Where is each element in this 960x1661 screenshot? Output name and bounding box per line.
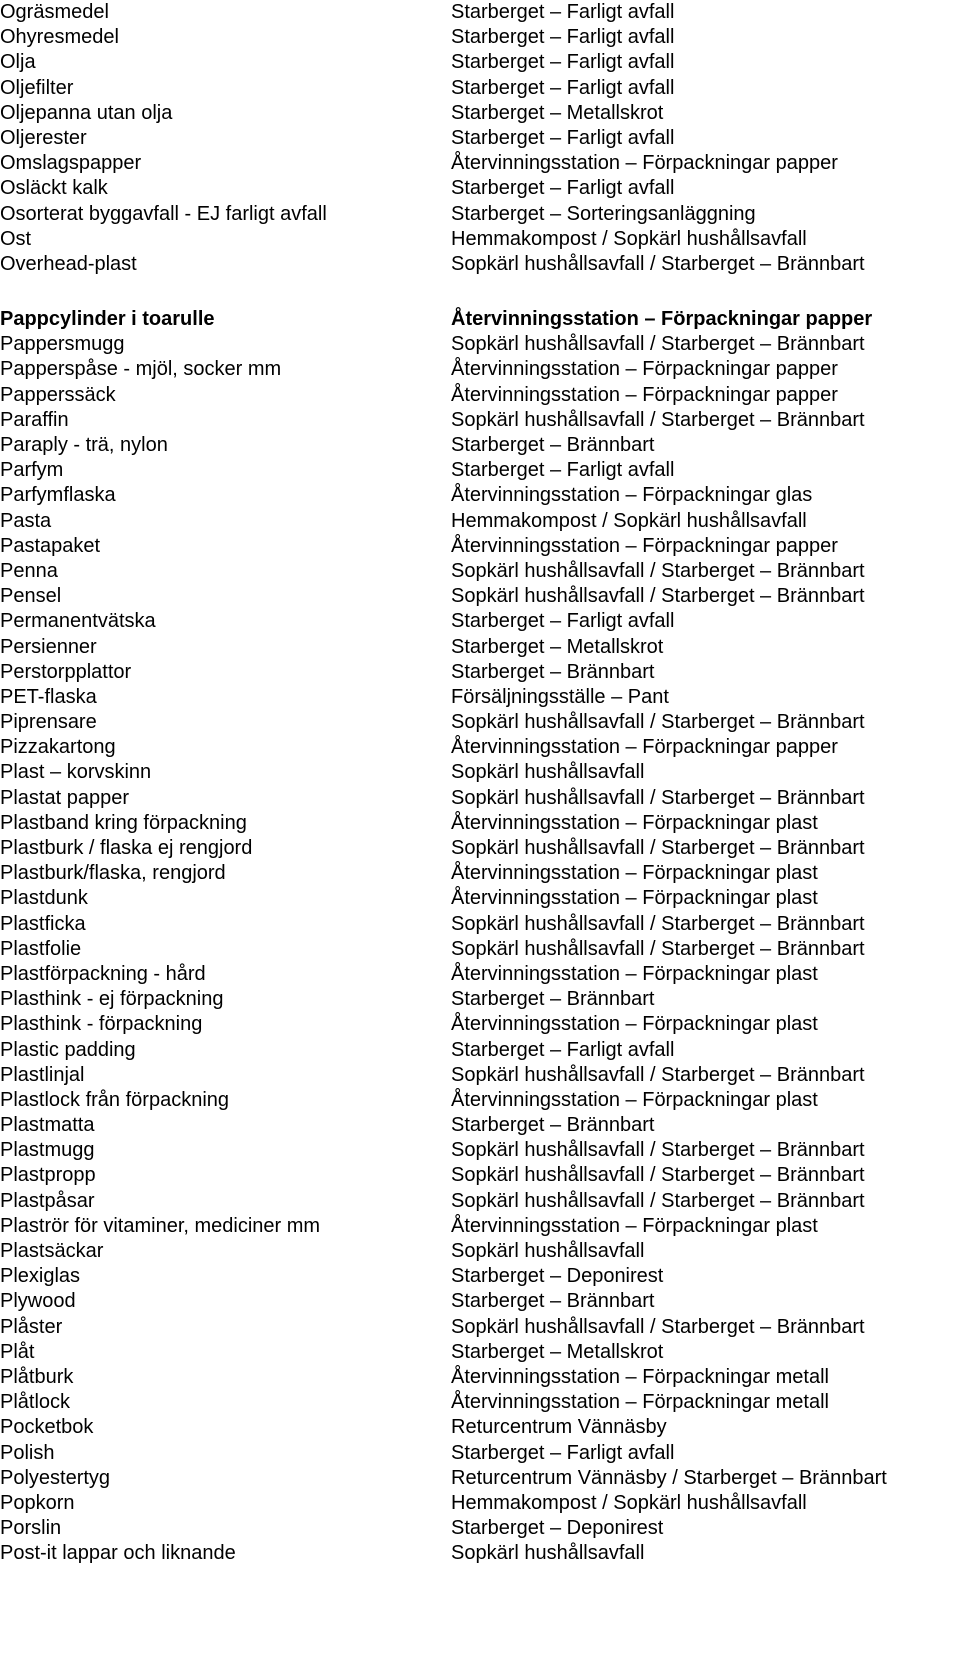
disposal-destination: Sopkärl hushållsavfall <box>451 1542 645 1565</box>
list-item <box>0 202 960 227</box>
list-item <box>0 962 960 987</box>
list-item <box>0 1441 960 1466</box>
waste-item-name: Penna <box>0 559 58 582</box>
waste-item-name: Plastpåsar <box>0 1189 95 1212</box>
list-item <box>0 1315 960 1340</box>
waste-item-name: Plastmatta <box>0 1114 95 1137</box>
list-item <box>0 1365 960 1390</box>
waste-item-name: Ogräsmedel <box>0 1 109 23</box>
list-item <box>0 1214 960 1239</box>
list-item <box>0 786 960 811</box>
list-item <box>0 1289 960 1314</box>
disposal-destination: Sopkärl hushållsavfall / Starberget – Brännbart <box>451 1164 865 1187</box>
list-item <box>0 433 960 458</box>
disposal-destination: Återvinningsstation – Förpackningar papper <box>451 736 838 759</box>
disposal-destination: Återvinningsstation – Förpackningar papper <box>451 534 838 557</box>
disposal-destination: Returcentrum Vännäsby / Starberget – Brännbart <box>451 1466 887 1489</box>
section-o <box>0 0 960 277</box>
waste-item-name: Paraffin <box>0 408 69 431</box>
list-item <box>0 332 960 357</box>
waste-item-name: Plastat papper <box>0 786 129 809</box>
disposal-destination: Återvinningsstation – Förpackningar plast <box>451 1013 818 1036</box>
list-item <box>0 1264 960 1289</box>
list-item <box>0 1189 960 1214</box>
disposal-destination: Starberget – Farligt avfall <box>451 459 675 482</box>
disposal-destination: Återvinningsstation – Förpackningar metall <box>451 1391 829 1414</box>
disposal-destination: Hemmakompost / Sopkärl hushållsavfall <box>451 509 807 532</box>
disposal-destination: Starberget – Farligt avfall <box>451 1038 675 1061</box>
waste-item-name: Piprensare <box>0 711 97 734</box>
disposal-destination: Försäljningsställe – Pant <box>451 685 669 708</box>
list-item <box>0 1466 960 1491</box>
waste-item-name: Plasthink - ej förpackning <box>0 988 224 1011</box>
waste-item-name: Pensel <box>0 585 62 608</box>
disposal-destination: Sopkärl hushållsavfall / Starberget – Brännbart <box>451 1139 865 1162</box>
list-item <box>0 912 960 937</box>
waste-item-name: Oljepanna utan olja <box>0 101 173 124</box>
list-item <box>0 151 960 176</box>
waste-item-name: Plåster <box>0 1315 63 1338</box>
waste-item-name: Ohyresmedel <box>0 26 119 49</box>
disposal-destination: Sopkärl hushållsavfall / Starberget – Brännbart <box>451 837 865 859</box>
disposal-destination: Starberget – Farligt avfall <box>451 177 675 200</box>
list-item <box>0 685 960 710</box>
waste-item-name: Pasta <box>0 509 52 532</box>
waste-item-name: Perstorpplattor <box>0 660 132 683</box>
disposal-destination: Sopkärl hushållsavfall / Starberget – Brännbart <box>451 559 865 582</box>
waste-item-name: Popkorn <box>0 1491 75 1514</box>
list-item <box>0 609 960 634</box>
list-item <box>0 811 960 836</box>
list-item <box>0 937 960 962</box>
waste-item-name: Papperssäck <box>0 383 116 406</box>
list-item <box>0 383 960 408</box>
list-item <box>0 1163 960 1188</box>
waste-item-name: Plåt <box>0 1340 35 1363</box>
list-item <box>0 660 960 685</box>
disposal-destination: Sopkärl hushållsavfall / Starberget – Brännbart <box>451 912 865 935</box>
waste-item-name: Paraply - trä, nylon <box>0 434 168 456</box>
list-item <box>0 1516 960 1541</box>
disposal-destination: Starberget – Farligt avfall <box>451 126 675 149</box>
waste-item-name: Plastförpackning - hård <box>0 962 206 985</box>
waste-item-name: Plastic padding <box>0 1038 136 1061</box>
waste-item-name: Plastband kring förpackning <box>0 811 247 834</box>
waste-item-name: Papperspåse - mjöl, socker mm <box>0 358 282 381</box>
disposal-destination: Återvinningsstation – Förpackningar plast <box>451 1088 818 1111</box>
waste-item-name: Plastpropp <box>0 1164 96 1187</box>
list-item <box>0 357 960 382</box>
disposal-destination: Återvinningsstation – Förpackningar plast <box>451 887 818 910</box>
waste-item-name: Polish <box>0 1441 55 1464</box>
disposal-destination: Starberget – Brännbart <box>451 660 655 683</box>
waste-item-name: Plastfolie <box>0 937 82 960</box>
waste-item-name: Osorterat byggavfall - EJ farligt avfall <box>0 202 327 225</box>
list-item <box>0 1415 960 1440</box>
disposal-destination: Sopkärl hushållsavfall / Starberget – Brännbart <box>451 1189 865 1212</box>
waste-item-name: Ost <box>0 227 32 250</box>
waste-item-name: Parfym <box>0 459 64 482</box>
list-item <box>0 760 960 785</box>
list-item <box>0 1491 960 1516</box>
waste-item-name: Plaströr för vitaminer, mediciner mm <box>0 1214 321 1237</box>
list-item <box>0 886 960 911</box>
waste-item-name: Plastlock från förpackning <box>0 1088 230 1111</box>
list-item <box>0 861 960 886</box>
disposal-destination: Starberget – Farligt avfall <box>451 1 675 23</box>
list-item <box>0 1113 960 1138</box>
waste-item-name: Plywood <box>0 1290 76 1313</box>
disposal-destination: Starberget – Brännbart <box>451 434 655 456</box>
disposal-destination: Starberget – Brännbart <box>451 1290 655 1313</box>
disposal-destination: Återvinningsstation – Förpackningar plast <box>451 862 818 885</box>
disposal-destination: Starberget – Farligt avfall <box>451 76 675 99</box>
disposal-destination: Sopkärl hushållsavfall <box>451 1240 645 1262</box>
waste-item-name: Permanentvätska <box>0 610 156 633</box>
list-item <box>0 735 960 760</box>
waste-item-name: Pocketbok <box>0 1416 94 1439</box>
list-item <box>0 509 960 534</box>
waste-item-name: Persienner <box>0 635 97 658</box>
list-item <box>0 534 960 559</box>
disposal-destination: Sopkärl hushållsavfall / Starberget – Brännbart <box>451 937 865 960</box>
waste-item-name: Plastsäckar <box>0 1240 104 1262</box>
waste-item-name: Plastlinjal <box>0 1063 85 1086</box>
waste-item-name: Plastdunk <box>0 887 88 910</box>
list-item <box>0 25 960 50</box>
disposal-destination: Starberget – Brännbart <box>451 988 655 1011</box>
disposal-destination: Sopkärl hushållsavfall / Starberget – Brännbart <box>451 1315 865 1338</box>
disposal-destination: Återvinningsstation – Förpackningar papper <box>451 152 838 175</box>
list-item <box>0 227 960 252</box>
disposal-destination: Sopkärl hushållsavfall / Starberget – Brännbart <box>451 333 865 356</box>
list-item <box>0 101 960 126</box>
waste-item-name: Plåtburk <box>0 1365 74 1388</box>
waste-item-name: Pappersmugg <box>0 333 125 356</box>
disposal-destination: Återvinningsstation – Förpackningar metall <box>451 1365 829 1388</box>
waste-item-name: Post-it lappar och liknande <box>0 1542 236 1565</box>
list-item <box>0 1088 960 1113</box>
waste-item-name: Plexiglas <box>0 1265 81 1288</box>
disposal-destination: Starberget – Sorteringsanläggning <box>451 202 756 225</box>
waste-item-name: Plastburk/flaska, rengjord <box>0 862 226 885</box>
disposal-destination: Återvinningsstation – Förpackningar plast <box>451 1214 818 1237</box>
disposal-destination: Återvinningsstation – Förpackningar papper <box>451 383 838 406</box>
list-item <box>0 710 960 735</box>
list-item <box>0 584 960 609</box>
disposal-destination: Sopkärl hushållsavfall / Starberget – Brännbart <box>451 408 865 431</box>
list-item <box>0 1340 960 1365</box>
list-item <box>0 76 960 101</box>
disposal-destination: Återvinningsstation – Förpackningar papper <box>451 308 873 331</box>
disposal-destination: Återvinningsstation – Förpackningar plast <box>451 962 818 985</box>
list-item <box>0 1541 960 1566</box>
list-item <box>0 836 960 861</box>
waste-item-name: Olja <box>0 51 36 74</box>
waste-item-name: Plåtlock <box>0 1391 71 1414</box>
disposal-destination: Återvinningsstation – Förpackningar glas <box>451 484 813 507</box>
section-p <box>0 277 960 1566</box>
waste-item-name: Pizzakartong <box>0 736 116 759</box>
list-item <box>0 0 960 25</box>
list-item <box>0 50 960 75</box>
waste-item-name: Plast – korvskinn <box>0 761 152 784</box>
disposal-destination: Starberget – Deponirest <box>451 1265 664 1288</box>
waste-item-name: Plastburk / flaska ej rengjord <box>0 837 253 859</box>
disposal-destination: Sopkärl hushållsavfall / Starberget – Brännbart <box>451 711 865 734</box>
disposal-destination: Starberget – Farligt avfall <box>451 26 675 49</box>
list-item <box>0 559 960 584</box>
list-item <box>0 1012 960 1037</box>
disposal-destination: Starberget – Metallskrot <box>451 101 664 124</box>
waste-item-name: Pappcylinder i toarulle <box>0 308 215 331</box>
list-item <box>0 1239 960 1264</box>
disposal-destination: Returcentrum Vännäsby <box>451 1416 667 1439</box>
list-item <box>0 987 960 1012</box>
waste-item-name: Plastmugg <box>0 1139 95 1162</box>
list-item <box>0 1063 960 1088</box>
waste-item-name: PET-flaska <box>0 685 97 708</box>
disposal-destination: Starberget – Farligt avfall <box>451 51 675 74</box>
list-item <box>0 307 960 332</box>
waste-item-name: Omslagspapper <box>0 152 142 175</box>
disposal-destination: Hemmakompost / Sopkärl hushållsavfall <box>451 1491 807 1514</box>
waste-item-name: Parfymflaska <box>0 484 116 507</box>
list-item <box>0 176 960 201</box>
disposal-destination: Starberget – Metallskrot <box>451 1340 664 1363</box>
list-item <box>0 1138 960 1163</box>
list-item <box>0 1390 960 1415</box>
list-item <box>0 126 960 151</box>
waste-item-name: Porslin <box>0 1517 62 1540</box>
list-item <box>0 252 960 277</box>
disposal-destination: Sopkärl hushållsavfall / Starberget – Brännbart <box>451 252 865 275</box>
waste-item-name: Polyestertyg <box>0 1466 111 1489</box>
waste-item-name: Pastapaket <box>0 534 101 557</box>
disposal-destination: Sopkärl hushållsavfall / Starberget – Brännbart <box>451 1063 865 1086</box>
disposal-destination: Starberget – Metallskrot <box>451 635 664 658</box>
list-item <box>0 458 960 483</box>
disposal-destination: Sopkärl hushållsavfall / Starberget – Brännbart <box>451 585 865 608</box>
list-item <box>0 1038 960 1063</box>
disposal-destination: Återvinningsstation – Förpackningar papper <box>451 358 838 381</box>
disposal-destination: Starberget – Brännbart <box>451 1114 655 1137</box>
list-item <box>0 635 960 660</box>
waste-item-name: Plasthink - förpackning <box>0 1013 203 1036</box>
waste-item-name: Plastficka <box>0 912 86 935</box>
disposal-destination: Hemmakompost / Sopkärl hushållsavfall <box>451 227 807 250</box>
waste-item-name: Oljefilter <box>0 76 74 99</box>
disposal-destination: Starberget – Deponirest <box>451 1517 664 1540</box>
waste-item-name: Overhead-plast <box>0 252 137 275</box>
disposal-destination: Sopkärl hushållsavfall / Starberget – Brännbart <box>451 786 865 809</box>
disposal-destination: Starberget – Farligt avfall <box>451 610 675 633</box>
disposal-destination: Sopkärl hushållsavfall <box>451 761 645 784</box>
disposal-destination: Starberget – Farligt avfall <box>451 1441 675 1464</box>
waste-item-name: Osläckt kalk <box>0 177 108 200</box>
disposal-destination: Återvinningsstation – Förpackningar plast <box>451 811 818 834</box>
waste-item-name: Oljerester <box>0 126 87 149</box>
list-item <box>0 483 960 508</box>
list-item <box>0 408 960 433</box>
